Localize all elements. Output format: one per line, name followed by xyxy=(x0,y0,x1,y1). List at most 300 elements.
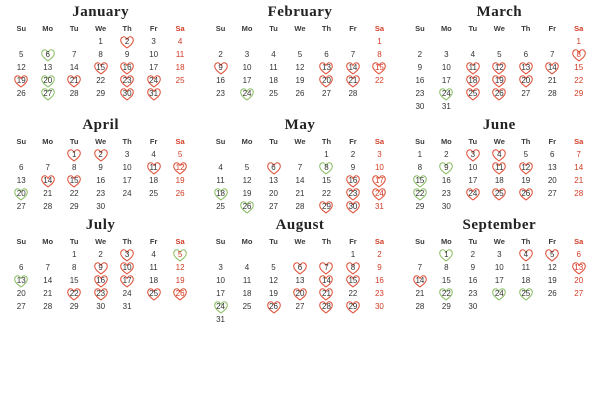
day-cell[interactable] xyxy=(207,174,233,187)
day-cell[interactable] xyxy=(87,61,113,74)
day-cell[interactable] xyxy=(260,74,286,87)
day-cell[interactable] xyxy=(287,48,313,61)
day-cell[interactable] xyxy=(340,287,366,300)
day-cell[interactable] xyxy=(566,35,592,48)
day-cell[interactable] xyxy=(433,87,459,100)
day-cell[interactable] xyxy=(313,87,339,100)
day-cell[interactable] xyxy=(460,300,486,313)
day-cell[interactable] xyxy=(407,100,433,113)
month-title: June xyxy=(482,117,516,133)
day-cell[interactable] xyxy=(140,161,166,174)
day-cell[interactable] xyxy=(8,200,34,213)
day-cell[interactable] xyxy=(566,61,592,74)
day-cell[interactable] xyxy=(287,261,313,274)
day-cell[interactable] xyxy=(340,274,366,287)
day-cell[interactable] xyxy=(140,87,166,100)
day-cell[interactable] xyxy=(566,74,592,87)
day-number: 15 xyxy=(348,276,358,285)
day-cell[interactable] xyxy=(539,274,565,287)
day-cell[interactable] xyxy=(8,174,34,187)
day-cell[interactable] xyxy=(140,74,166,87)
day-cell[interactable] xyxy=(460,248,486,261)
day-cell[interactable] xyxy=(433,174,459,187)
day-cell[interactable] xyxy=(114,300,140,313)
day-cell[interactable] xyxy=(260,261,286,274)
day-cell[interactable] xyxy=(61,274,87,287)
day-cell[interactable] xyxy=(340,248,366,261)
day-cell[interactable] xyxy=(234,61,260,74)
day-cell[interactable] xyxy=(260,174,286,187)
day-cell[interactable] xyxy=(287,174,313,187)
day-cell[interactable] xyxy=(366,300,392,313)
day-number: 30 xyxy=(415,102,425,111)
day-cell[interactable] xyxy=(486,261,512,274)
day-cell[interactable] xyxy=(114,248,140,261)
day-cell[interactable] xyxy=(34,200,60,213)
day-cell[interactable] xyxy=(407,261,433,274)
day-cell[interactable] xyxy=(61,87,87,100)
day-cell[interactable] xyxy=(8,48,34,61)
day-cell[interactable] xyxy=(287,287,313,300)
day-cell[interactable] xyxy=(8,87,34,100)
day-cell[interactable] xyxy=(566,287,592,300)
day-cell[interactable] xyxy=(61,187,87,200)
day-cell[interactable] xyxy=(207,161,233,174)
day-cell[interactable] xyxy=(407,174,433,187)
day-cell[interactable] xyxy=(167,248,193,261)
day-cell[interactable] xyxy=(207,300,233,313)
day-cell[interactable] xyxy=(513,48,539,61)
day-cell[interactable] xyxy=(61,200,87,213)
day-number: 9 xyxy=(218,63,223,72)
day-cell[interactable] xyxy=(313,200,339,213)
day-cell[interactable] xyxy=(460,187,486,200)
day-cell[interactable] xyxy=(114,87,140,100)
day-cell[interactable] xyxy=(313,61,339,74)
day-cell[interactable] xyxy=(8,61,34,74)
day-cell[interactable] xyxy=(87,300,113,313)
day-cell[interactable] xyxy=(8,74,34,87)
day-cell[interactable] xyxy=(313,174,339,187)
day-number: 9 xyxy=(417,63,423,72)
day-cell[interactable] xyxy=(433,61,459,74)
day-cell[interactable] xyxy=(287,74,313,87)
day-cell[interactable] xyxy=(234,74,260,87)
day-cell[interactable] xyxy=(407,48,433,61)
day-cell[interactable] xyxy=(87,261,113,274)
day-cell[interactable] xyxy=(566,248,592,261)
day-cell[interactable] xyxy=(61,148,87,161)
day-cell[interactable] xyxy=(340,48,366,61)
day-number: 14 xyxy=(295,176,305,185)
day-cell[interactable] xyxy=(366,161,392,174)
day-cell[interactable] xyxy=(260,287,286,300)
day-cell[interactable] xyxy=(313,287,339,300)
day-cell[interactable] xyxy=(287,87,313,100)
day-cell[interactable] xyxy=(313,48,339,61)
day-cell[interactable] xyxy=(539,261,565,274)
day-cell[interactable] xyxy=(287,161,313,174)
day-cell[interactable] xyxy=(167,174,193,187)
day-cell[interactable] xyxy=(460,261,486,274)
day-cell[interactable] xyxy=(486,148,512,161)
day-cell[interactable] xyxy=(140,35,166,48)
day-cell[interactable] xyxy=(260,187,286,200)
weekday-label-th: Th xyxy=(122,237,132,246)
day-cell[interactable] xyxy=(513,87,539,100)
day-cell[interactable] xyxy=(340,187,366,200)
day-cell[interactable] xyxy=(539,148,565,161)
day-cell[interactable] xyxy=(433,261,459,274)
day-cell[interactable] xyxy=(340,200,366,213)
day-cell[interactable] xyxy=(207,74,233,87)
day-cell[interactable] xyxy=(460,48,486,61)
day-cell[interactable] xyxy=(460,61,486,74)
day-cell[interactable] xyxy=(207,187,233,200)
day-cell[interactable] xyxy=(34,187,60,200)
day-cell[interactable] xyxy=(366,187,392,200)
day-cell[interactable] xyxy=(87,174,113,187)
day-cell[interactable] xyxy=(34,274,60,287)
day-cell[interactable] xyxy=(486,174,512,187)
day-cell[interactable] xyxy=(61,74,87,87)
day-cell[interactable] xyxy=(407,148,433,161)
day-cell[interactable] xyxy=(167,261,193,274)
day-cell[interactable] xyxy=(340,261,366,274)
day-cell[interactable] xyxy=(114,148,140,161)
day-cell[interactable] xyxy=(260,274,286,287)
day-cell[interactable] xyxy=(114,35,140,48)
day-number: 13 xyxy=(521,63,531,72)
day-cell[interactable] xyxy=(114,161,140,174)
day-cell[interactable] xyxy=(539,61,565,74)
day-cell[interactable] xyxy=(287,300,313,313)
day-cell[interactable] xyxy=(460,74,486,87)
day-cell[interactable] xyxy=(167,35,193,48)
day-cell[interactable] xyxy=(486,187,512,200)
day-cell[interactable] xyxy=(313,187,339,200)
day-cell[interactable] xyxy=(407,287,433,300)
day-cell[interactable] xyxy=(234,48,260,61)
day-cell[interactable] xyxy=(140,174,166,187)
day-cell[interactable] xyxy=(234,300,260,313)
day-cell[interactable] xyxy=(486,248,512,261)
day-cell[interactable] xyxy=(87,148,113,161)
day-cell[interactable] xyxy=(260,87,286,100)
week-row xyxy=(8,287,193,300)
day-cell[interactable] xyxy=(260,61,286,74)
day-cell[interactable] xyxy=(207,313,233,326)
day-cell[interactable] xyxy=(340,148,366,161)
day-cell[interactable] xyxy=(167,148,193,161)
day-cell[interactable] xyxy=(566,274,592,287)
day-cell[interactable] xyxy=(460,274,486,287)
day-cell[interactable] xyxy=(34,174,60,187)
day-cell[interactable] xyxy=(539,248,565,261)
day-cell[interactable] xyxy=(313,161,339,174)
day-cell[interactable] xyxy=(486,161,512,174)
day-cell[interactable] xyxy=(87,35,113,48)
day-cell[interactable] xyxy=(539,87,565,100)
day-cell[interactable] xyxy=(407,161,433,174)
day-cell[interactable] xyxy=(260,161,286,174)
day-cell[interactable] xyxy=(539,74,565,87)
day-cell[interactable] xyxy=(61,161,87,174)
day-cell[interactable] xyxy=(61,61,87,74)
day-cell[interactable] xyxy=(566,174,592,187)
day-cell[interactable] xyxy=(566,48,592,61)
day-cell[interactable] xyxy=(486,274,512,287)
day-cell[interactable] xyxy=(539,48,565,61)
day-cell[interactable] xyxy=(207,261,233,274)
day-cell[interactable] xyxy=(167,287,193,300)
day-number: 27 xyxy=(547,189,557,198)
day-cell[interactable] xyxy=(566,148,592,161)
day-cell[interactable] xyxy=(8,287,34,300)
day-cell[interactable] xyxy=(566,261,592,274)
day-cell[interactable] xyxy=(407,300,433,313)
day-cell[interactable] xyxy=(114,61,140,74)
day-cell[interactable] xyxy=(513,74,539,87)
day-cell[interactable] xyxy=(207,200,233,213)
day-cell[interactable] xyxy=(566,161,592,174)
day-cell[interactable] xyxy=(287,187,313,200)
day-number: 11 xyxy=(175,50,185,59)
day-cell[interactable] xyxy=(207,61,233,74)
day-cell[interactable] xyxy=(34,61,60,74)
day-cell[interactable] xyxy=(486,87,512,100)
day-cell[interactable] xyxy=(433,300,459,313)
day-cell[interactable] xyxy=(234,261,260,274)
day-cell[interactable] xyxy=(513,248,539,261)
day-cell[interactable] xyxy=(234,161,260,174)
day-number: 8 xyxy=(71,263,77,272)
day-cell[interactable] xyxy=(313,74,339,87)
day-cell[interactable] xyxy=(366,261,392,274)
day-cell[interactable] xyxy=(486,61,512,74)
day-cell[interactable] xyxy=(513,287,539,300)
day-cell[interactable] xyxy=(460,174,486,187)
day-cell[interactable] xyxy=(34,74,60,87)
day-cell[interactable] xyxy=(407,87,433,100)
day-cell[interactable] xyxy=(167,274,193,287)
day-cell[interactable] xyxy=(340,87,366,100)
day-cell[interactable] xyxy=(207,287,233,300)
day-cell[interactable] xyxy=(8,300,34,313)
day-cell[interactable] xyxy=(539,174,565,187)
day-number: 5 xyxy=(550,250,555,259)
day-cell[interactable] xyxy=(140,261,166,274)
day-cell[interactable] xyxy=(460,148,486,161)
day-number: 17 xyxy=(122,276,132,285)
day-cell[interactable] xyxy=(486,48,512,61)
day-cell[interactable] xyxy=(513,274,539,287)
day-cell[interactable] xyxy=(61,174,87,187)
day-cell[interactable] xyxy=(87,187,113,200)
day-number: 24 xyxy=(441,89,451,98)
day-cell[interactable] xyxy=(313,300,339,313)
day-cell[interactable] xyxy=(34,48,60,61)
day-number: 14 xyxy=(43,276,53,285)
day-cell[interactable] xyxy=(539,187,565,200)
day-cell[interactable] xyxy=(433,248,459,261)
day-cell[interactable] xyxy=(366,148,392,161)
day-cell[interactable] xyxy=(407,274,433,287)
day-cell[interactable] xyxy=(433,274,459,287)
day-cell[interactable] xyxy=(207,274,233,287)
day-cell[interactable] xyxy=(433,287,459,300)
day-cell[interactable] xyxy=(234,87,260,100)
day-cell[interactable] xyxy=(114,74,140,87)
day-cell[interactable] xyxy=(313,148,339,161)
day-cell[interactable] xyxy=(114,174,140,187)
day-cell[interactable] xyxy=(287,200,313,213)
day-cell[interactable] xyxy=(140,148,166,161)
day-cell[interactable] xyxy=(340,174,366,187)
day-number: 16 xyxy=(441,176,451,185)
day-cell[interactable] xyxy=(313,261,339,274)
day-cell[interactable] xyxy=(433,148,459,161)
day-cell[interactable] xyxy=(34,287,60,300)
day-cell-empty xyxy=(207,248,233,261)
day-cell[interactable] xyxy=(460,87,486,100)
day-cell[interactable] xyxy=(114,287,140,300)
day-cell[interactable] xyxy=(140,248,166,261)
day-cell[interactable] xyxy=(87,87,113,100)
day-cell[interactable] xyxy=(61,248,87,261)
day-cell[interactable] xyxy=(87,200,113,213)
day-cell[interactable] xyxy=(366,61,392,74)
day-number: 20 xyxy=(16,189,26,198)
day-cell[interactable] xyxy=(539,161,565,174)
day-cell[interactable] xyxy=(407,74,433,87)
day-cell[interactable] xyxy=(513,261,539,274)
day-cell[interactable] xyxy=(566,187,592,200)
day-cell[interactable] xyxy=(167,48,193,61)
week-row xyxy=(207,87,392,100)
day-number: 23 xyxy=(415,89,425,98)
day-cell[interactable] xyxy=(8,161,34,174)
day-cell[interactable] xyxy=(234,174,260,187)
day-cell[interactable] xyxy=(313,274,339,287)
day-cell[interactable] xyxy=(513,61,539,74)
day-cell[interactable] xyxy=(61,48,87,61)
day-cell[interactable] xyxy=(114,48,140,61)
day-cell[interactable] xyxy=(61,287,87,300)
day-cell[interactable] xyxy=(366,48,392,61)
day-cell[interactable] xyxy=(234,187,260,200)
day-cell[interactable] xyxy=(140,187,166,200)
day-cell[interactable] xyxy=(433,100,459,113)
day-cell[interactable] xyxy=(433,187,459,200)
day-cell[interactable] xyxy=(366,35,392,48)
day-cell[interactable] xyxy=(34,261,60,274)
day-cell[interactable] xyxy=(167,61,193,74)
day-cell[interactable] xyxy=(260,300,286,313)
day-cell[interactable] xyxy=(287,61,313,74)
day-cell[interactable] xyxy=(114,274,140,287)
day-cell[interactable] xyxy=(87,248,113,261)
day-cell[interactable] xyxy=(366,287,392,300)
day-cell[interactable] xyxy=(486,287,512,300)
day-cell[interactable] xyxy=(140,287,166,300)
day-cell[interactable] xyxy=(61,261,87,274)
day-cell[interactable] xyxy=(407,200,433,213)
day-cell[interactable] xyxy=(340,161,366,174)
day-cell[interactable] xyxy=(207,48,233,61)
day-cell[interactable] xyxy=(513,174,539,187)
day-cell[interactable] xyxy=(539,287,565,300)
day-cell[interactable] xyxy=(87,74,113,87)
day-cell[interactable] xyxy=(34,87,60,100)
day-cell[interactable] xyxy=(34,161,60,174)
day-cell[interactable] xyxy=(260,200,286,213)
day-cell[interactable] xyxy=(61,300,87,313)
day-cell[interactable] xyxy=(340,61,366,74)
day-cell[interactable] xyxy=(460,161,486,174)
day-cell[interactable] xyxy=(486,74,512,87)
day-number: 13 xyxy=(574,263,584,272)
day-cell[interactable] xyxy=(433,200,459,213)
day-cell[interactable] xyxy=(87,287,113,300)
day-cell[interactable] xyxy=(566,87,592,100)
day-cell[interactable] xyxy=(34,300,60,313)
day-cell[interactable] xyxy=(407,187,433,200)
day-cell[interactable] xyxy=(207,87,233,100)
day-cell[interactable] xyxy=(433,74,459,87)
day-cell[interactable] xyxy=(340,300,366,313)
day-cell[interactable] xyxy=(140,48,166,61)
day-cell[interactable] xyxy=(366,74,392,87)
day-cell[interactable] xyxy=(234,287,260,300)
day-cell[interactable] xyxy=(140,274,166,287)
day-cell[interactable] xyxy=(234,274,260,287)
day-cell[interactable] xyxy=(8,274,34,287)
day-cell[interactable] xyxy=(114,261,140,274)
day-cell[interactable] xyxy=(167,74,193,87)
day-cell[interactable] xyxy=(167,187,193,200)
day-cell[interactable] xyxy=(8,187,34,200)
day-cell[interactable] xyxy=(433,48,459,61)
day-cell[interactable] xyxy=(366,174,392,187)
day-cell[interactable] xyxy=(260,48,286,61)
day-cell[interactable] xyxy=(513,187,539,200)
day-cell[interactable] xyxy=(87,48,113,61)
day-cell[interactable] xyxy=(8,261,34,274)
day-cell[interactable] xyxy=(287,274,313,287)
day-cell[interactable] xyxy=(366,248,392,261)
day-cell[interactable] xyxy=(407,61,433,74)
week-row xyxy=(8,161,193,174)
day-cell[interactable] xyxy=(513,148,539,161)
day-number: 4 xyxy=(271,50,276,59)
day-cell[interactable] xyxy=(460,287,486,300)
day-number: 22 xyxy=(348,289,358,298)
day-cell[interactable] xyxy=(87,274,113,287)
day-number: 21 xyxy=(322,289,331,298)
day-cell[interactable] xyxy=(366,200,392,213)
day-cell[interactable] xyxy=(433,161,459,174)
day-cell[interactable] xyxy=(114,187,140,200)
day-cell[interactable] xyxy=(234,200,260,213)
day-cell[interactable] xyxy=(87,161,113,174)
day-cell[interactable] xyxy=(167,161,193,174)
day-cell[interactable] xyxy=(513,161,539,174)
day-cell-empty xyxy=(207,148,233,161)
day-cell[interactable] xyxy=(366,274,392,287)
day-cell[interactable] xyxy=(340,74,366,87)
day-cell[interactable] xyxy=(140,61,166,74)
